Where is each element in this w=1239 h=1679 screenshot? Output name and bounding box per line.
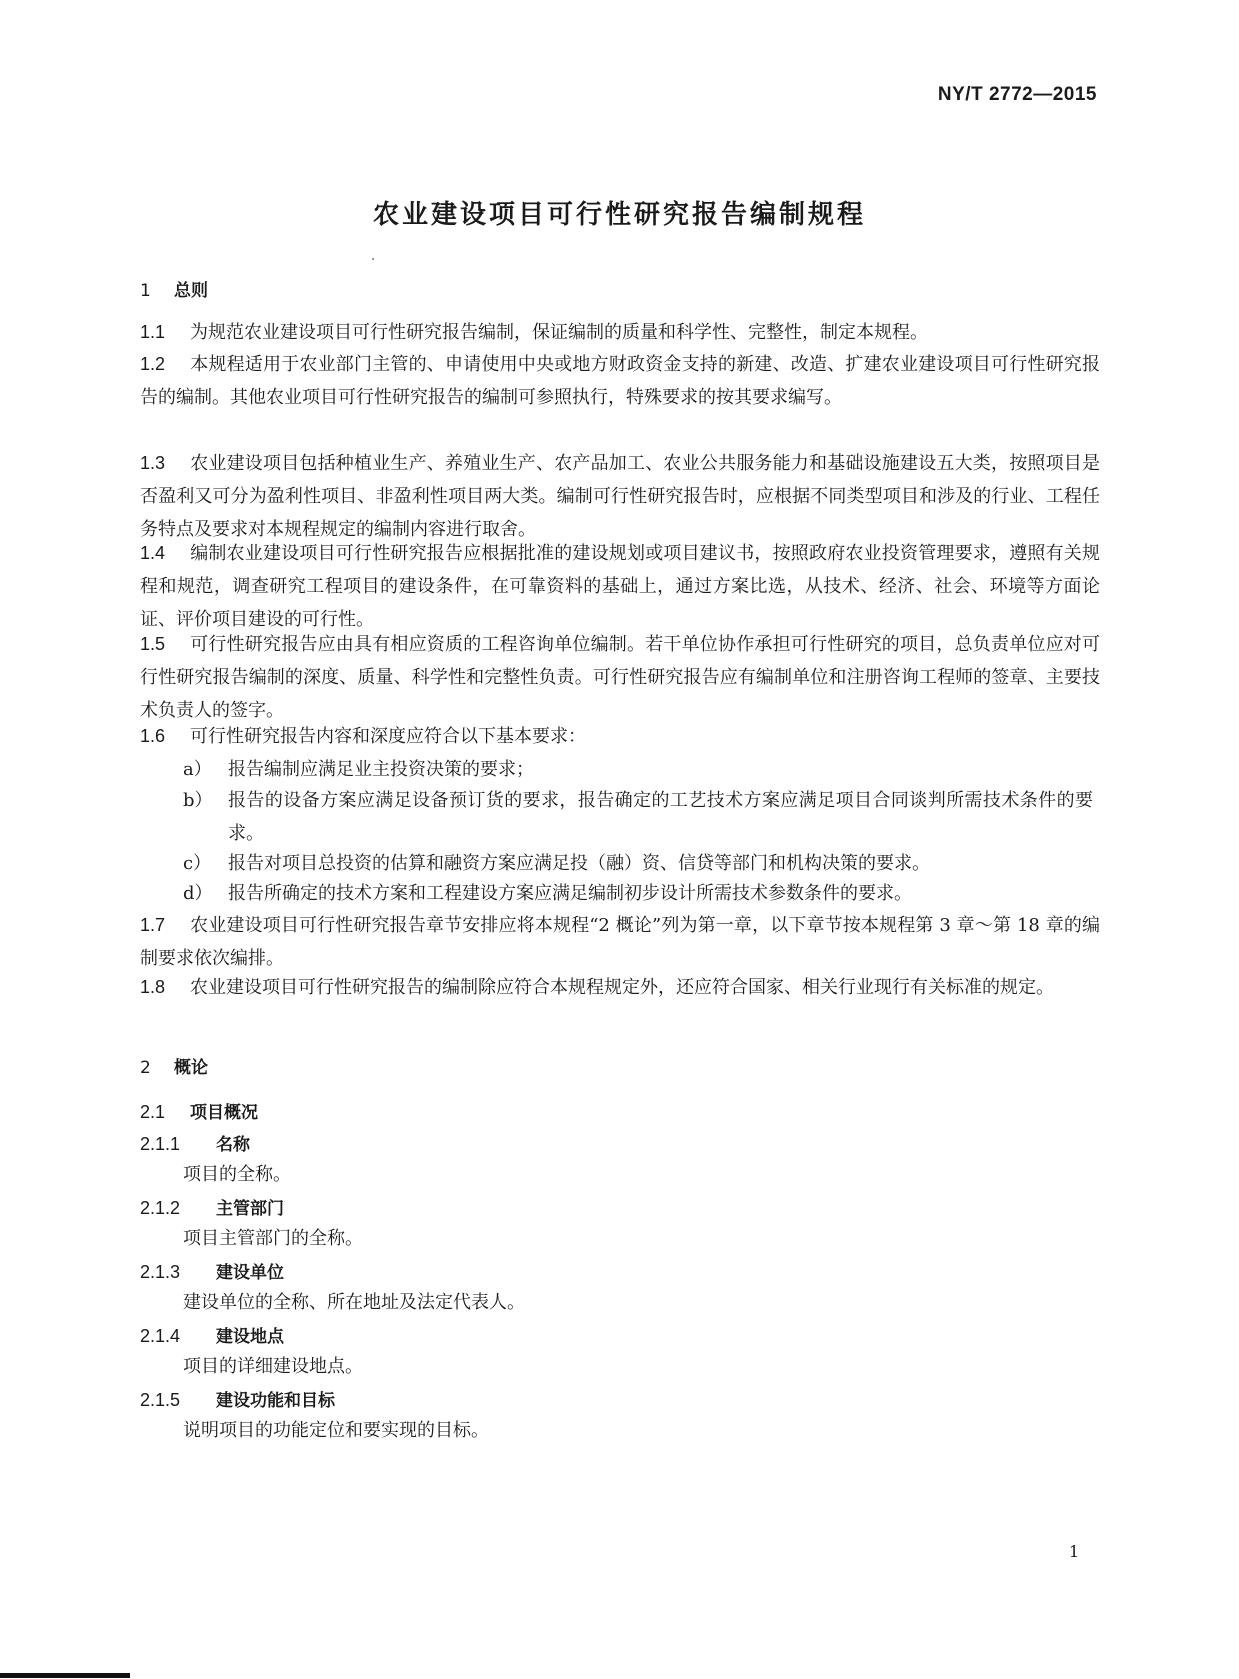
subsection-2-1-1-heading bbox=[140, 1130, 250, 1155]
subsection-title: 建设单位 bbox=[216, 1263, 284, 1283]
item-text: 报告编制应满足业主投资决策的要求； bbox=[228, 759, 534, 780]
subsection-number: 2.1.4 bbox=[140, 1326, 181, 1346]
clause-number: 1.6 bbox=[140, 726, 166, 746]
clause-1-4 bbox=[140, 537, 1100, 636]
item-marker: a） bbox=[183, 759, 212, 780]
clause-number: 1.5 bbox=[140, 634, 166, 654]
page-number: 1 bbox=[1069, 1542, 1080, 1561]
clause-1-8 bbox=[140, 971, 1100, 1004]
subsection-number: 2.1.2 bbox=[140, 1198, 181, 1218]
clause-1-5 bbox=[140, 628, 1100, 727]
subsection-2-1-4-heading bbox=[140, 1322, 284, 1347]
subsection-title: 名称 bbox=[216, 1135, 250, 1155]
subsection-number: 2.1.1 bbox=[140, 1134, 181, 1154]
subsection-2-1-4-text: 项目的详细建设地点。 bbox=[183, 1356, 363, 1377]
chapter-title: 总则 bbox=[174, 281, 208, 301]
subsection-2-1-2-heading bbox=[140, 1194, 284, 1219]
chapter-1-heading bbox=[140, 276, 208, 301]
section-2-1-heading bbox=[140, 1098, 258, 1123]
clause-number: 1.2 bbox=[140, 354, 166, 374]
clause-text: 可行性研究报告内容和深度应符合以下基本要求： bbox=[190, 726, 586, 747]
scan-speck bbox=[372, 258, 374, 260]
clause-text: 编制农业建设项目可行性研究报告应根据批准的建设规划或项目建议书，按照政府农业投资管理要求，遵照有关规程和规范，调查研究工程项目的建设条件，在可靠资料的基础上，通过方案比选，从技术、经济、社会、环境等方面论证、评价项目建设的可行性。 bbox=[140, 543, 1100, 630]
section-title: 项目概况 bbox=[190, 1103, 258, 1123]
list-item-c bbox=[183, 847, 1100, 880]
clause-number: 1.8 bbox=[140, 977, 166, 997]
clause-text: 本规程适用于农业部门主管的、申请使用中央或地方财政资金支持的新建、改造、扩建农业建设项目可行性研究报告的编制。其他农业项目可行性研究报告的编制可参照执行，特殊要求的按其要求编写。 bbox=[140, 354, 1100, 408]
subsection-2-1-3-text: 建设单位的全称、所在地址及法定代表人。 bbox=[183, 1292, 525, 1313]
clause-text: 可行性研究报告应由具有相应资质的工程咨询单位编制。若干单位协作承担可行性研究的项目，总负责单位应对可行性研究报告编制的深度、质量、科学性和完整性负责。可行性研究报告应有编制单位和注册咨询工程师的签章、主要技术负责人的签字。 bbox=[140, 634, 1100, 721]
clause-text: 农业建设项目包括种植业生产、养殖业生产、农产品加工、农业公共服务能力和基础设施建设五大类，按照项目是否盈利又可分为盈利性项目、非盈利性项目两大类。编制可行性研究报告时，应根据不同类型项目和涉及的行业、工程任务特点及要求对本规程规定的编制内容进行取舍。 bbox=[140, 453, 1100, 540]
subsection-2-1-3-heading bbox=[140, 1258, 284, 1283]
clause-1-6 bbox=[140, 720, 1100, 753]
clause-text: 为规范农业建设项目可行性研究报告编制，保证编制的质量和科学性、完整性，制定本规程。 bbox=[190, 322, 928, 343]
subsection-2-1-2-text: 项目主管部门的全称。 bbox=[183, 1228, 363, 1249]
chapter-number: 2 bbox=[140, 1058, 151, 1078]
item-marker: d） bbox=[183, 883, 213, 904]
subsection-title: 建设功能和目标 bbox=[216, 1391, 335, 1411]
chapter-2-heading bbox=[140, 1053, 208, 1078]
item-text: 报告的设备方案应满足设备预订货的要求，报告确定的工艺技术方案应满足项目合同谈判所需技术条件的要求。 bbox=[228, 790, 1093, 844]
clause-number: 1.3 bbox=[140, 453, 166, 473]
item-text: 报告所确定的技术方案和工程建设方案应满足编制初步设计所需技术参数条件的要求。 bbox=[228, 883, 912, 904]
clause-1-7 bbox=[140, 909, 1100, 975]
clause-1-2 bbox=[140, 348, 1100, 414]
item-marker: c） bbox=[183, 853, 212, 874]
clause-text: 农业建设项目可行性研究报告章节安排应将本规程“2 概论”列为第一章，以下章节按本规程第 3 章～第 18 章的编制要求依次编排。 bbox=[140, 915, 1100, 969]
clause-text: 农业建设项目可行性研究报告的编制除应符合本规程规定外，还应符合国家、相关行业现行有关标准的规定。 bbox=[190, 977, 1054, 998]
subsection-2-1-5-text: 说明项目的功能定位和要实现的目标。 bbox=[183, 1420, 489, 1441]
standard-number: NY/T 2772—2015 bbox=[937, 84, 1097, 105]
subsection-2-1-5-heading bbox=[140, 1386, 335, 1411]
footer-rule bbox=[0, 1673, 130, 1678]
clause-1-3 bbox=[140, 447, 1100, 546]
clause-number: 1.1 bbox=[140, 322, 166, 342]
item-text: 报告对项目总投资的估算和融资方案应满足投（融）资、信贷等部门和机构决策的要求。 bbox=[228, 853, 930, 874]
document-title: 农业建设项目可行性研究报告编制规程 bbox=[372, 200, 866, 230]
clause-number: 1.4 bbox=[140, 543, 166, 563]
list-item-a bbox=[183, 753, 1100, 786]
subsection-number: 2.1.3 bbox=[140, 1262, 181, 1282]
section-number: 2.1 bbox=[140, 1102, 166, 1122]
clause-1-1 bbox=[140, 316, 1100, 349]
subsection-title: 建设地点 bbox=[216, 1327, 284, 1347]
chapter-number: 1 bbox=[140, 281, 151, 301]
chapter-title: 概论 bbox=[174, 1058, 208, 1078]
item-marker: b） bbox=[183, 790, 213, 811]
subsection-number: 2.1.5 bbox=[140, 1390, 181, 1410]
subsection-2-1-1-text: 项目的全称。 bbox=[183, 1164, 291, 1185]
list-item-d bbox=[183, 877, 1100, 910]
clause-number: 1.7 bbox=[140, 915, 166, 935]
list-item-b bbox=[183, 784, 1100, 850]
subsection-title: 主管部门 bbox=[216, 1199, 284, 1219]
